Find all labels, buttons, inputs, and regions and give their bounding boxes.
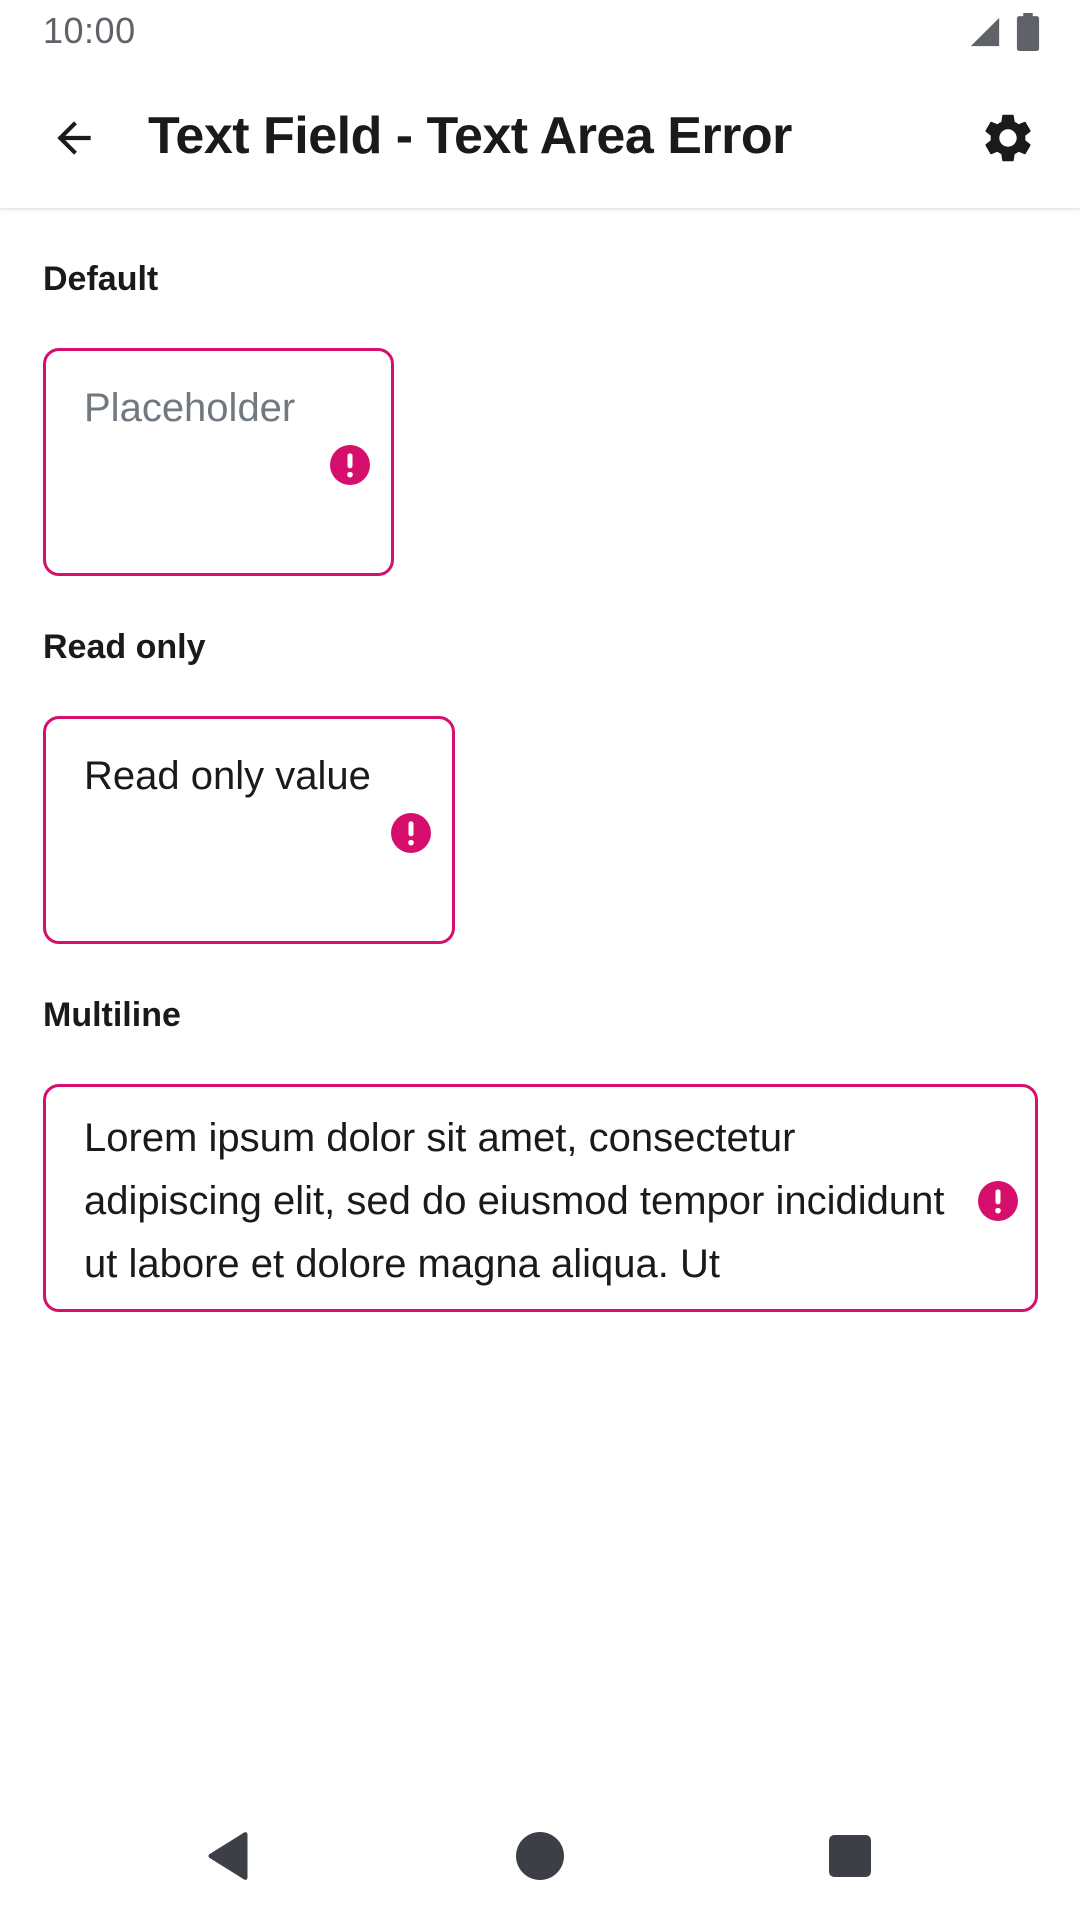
nav-home-button[interactable] xyxy=(508,1824,572,1888)
page-title: Text Field - Text Area Error xyxy=(148,107,792,165)
settings-button[interactable] xyxy=(974,104,1042,172)
recents-square-icon xyxy=(829,1835,871,1877)
home-circle-icon xyxy=(516,1832,564,1880)
read-only-text-area[interactable] xyxy=(43,716,455,944)
nav-back-button[interactable] xyxy=(196,1824,260,1888)
cell-signal-icon xyxy=(968,15,1002,49)
read-only-value: Read only value xyxy=(84,754,371,798)
multiline-text-area[interactable] xyxy=(43,1084,1038,1312)
back-triangle-icon xyxy=(202,1830,254,1882)
status-bar xyxy=(0,0,1080,64)
default-placeholder: Placeholder xyxy=(84,386,296,430)
section-label-default: Default xyxy=(43,260,159,298)
section-label-read-only: Read only xyxy=(43,628,206,666)
error-icon xyxy=(978,1181,1018,1221)
default-text-area[interactable] xyxy=(43,348,394,576)
status-icons xyxy=(968,12,1040,52)
nav-recents-button[interactable] xyxy=(818,1824,882,1888)
multiline-value: Lorem ipsum dolor sit amet, consectetur adipiscing elit, sed do eiusmod tempor incididunt ut labore et dolore magna aliqua. Ut xyxy=(84,1116,945,1286)
battery-icon xyxy=(1016,13,1040,51)
status-time: 10:00 xyxy=(43,10,136,51)
gear-icon xyxy=(979,109,1037,167)
section-label-multiline: Multiline xyxy=(43,996,181,1034)
system-nav-bar xyxy=(0,1794,1080,1920)
error-icon xyxy=(330,445,370,485)
app-bar xyxy=(0,64,1080,210)
back-button[interactable] xyxy=(40,104,108,172)
error-icon xyxy=(391,813,431,853)
arrow-back-icon xyxy=(49,113,99,163)
